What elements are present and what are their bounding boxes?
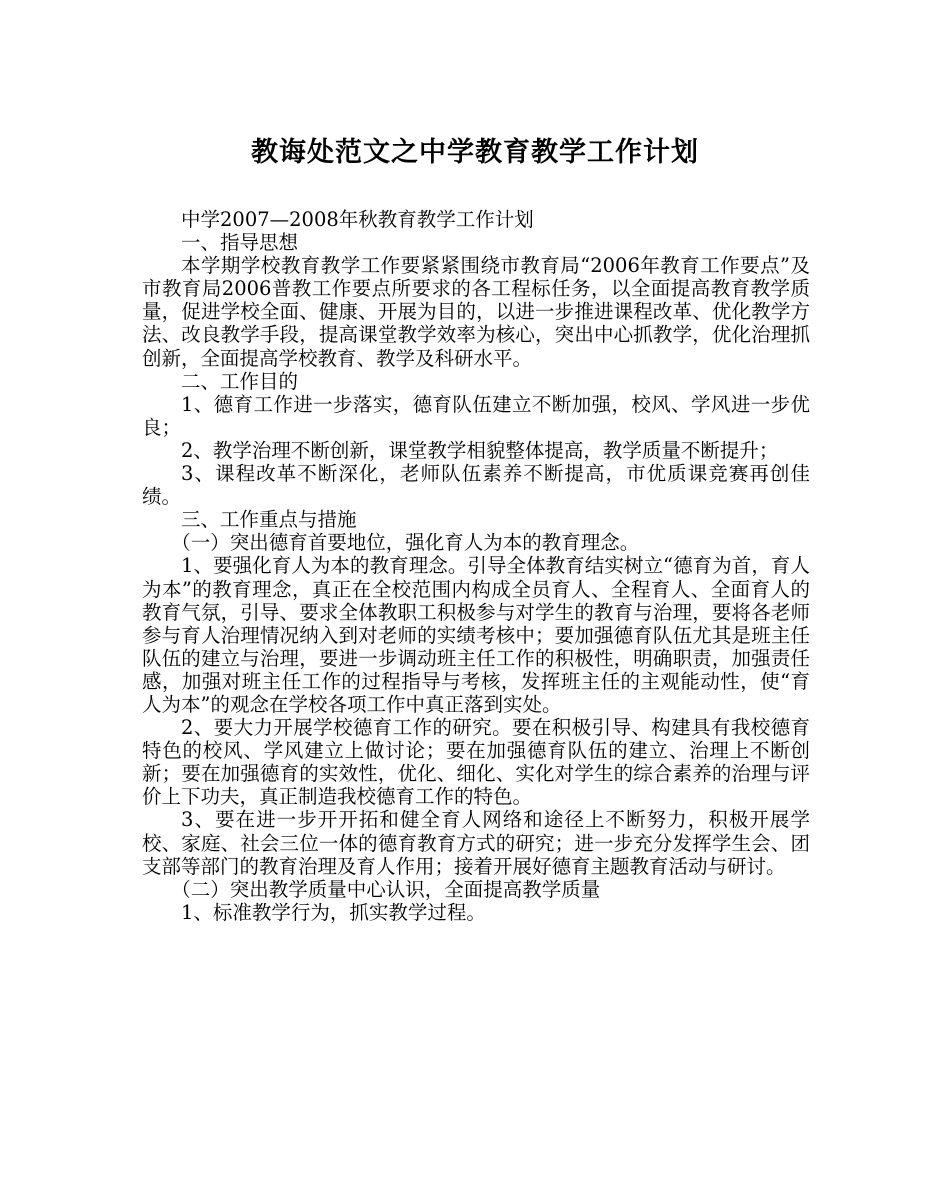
- list-item: 1、要强化育人为本的教育理念。引导全体教育结实树立“德育为首，育人为本”的教育理念，真正在全校范围内构成全员育人、全程育人、全面育人的教育气氛，引导、要求全体教职工积极参与对学生的教育与治理，要将各老师参与育人治理情况纳入到对老师的实绩考核中；要加强德育队伍尤其是班主任队伍的建立与治理，要进一步调动班主任工作的积极性，明确职责，加强责任感，加强对班主任工作的过程指导与考核，发挥班主任的主观能动性，使“育人为本”的观念在学校各项工作中真正落到实处。: [142, 554, 810, 716]
- document-subtitle: 中学2007—2008年秋教育教学工作计划: [181, 208, 534, 231]
- paragraph: 本学期学校教育教学工作要紧紧围绕市教育局“2006年教育工作要点”及市教育局2006普教工作要点所要求的各工程标任务，以全面提高教育教学质量，促进学校全面、健康、开展为目的，以进一步推进课程改革、优化教学方法、改良教学手段，提高课堂教学效率为核心，突出中心抓教学，优化治理抓创新，全面提高学校教育、教学及科研水平。: [142, 254, 810, 370]
- subsection-heading: （一）突出德育首要地位，强化育人为本的教育理念。: [171, 531, 640, 555]
- section-heading: 二、工作目的: [181, 369, 299, 393]
- list-item: 1、标准教学行为，抓实教学过程。: [181, 900, 486, 924]
- document-title: 教诲处范文之中学教育教学工作计划: [251, 137, 699, 168]
- list-item: 3、要在进一步开开拓和健全育人网络和途径上不断努力，积极开展学校、家庭、社会三位一体的德育教育方式的研究；进一步充分发挥学生会、团支部等部门的教育治理及育人作用；接着开展好德育主题教育活动与研讨。: [142, 808, 810, 878]
- list-item: 2、要大力开展学校德育工作的研究。要在积极引导、构建具有我校德育特色的校风、学风建立上做讨论；要在加强德育队伍的建立、治理上不断创新；要在加强德育的实效性，优化、细化、实化对学生的综合素养的治理与评价上下功夫，真正制造我校德育工作的特色。: [142, 716, 810, 809]
- section-heading: 一、指导思想: [181, 231, 299, 255]
- subsection-heading: （二）突出教学质量中心认识，全面提高教学质量: [171, 877, 601, 901]
- list-item: 3、课程改革不断深化，老师队伍素养不断提高，市优质课竞赛再创佳绩。: [142, 462, 810, 509]
- section-heading: 三、工作重点与措施: [181, 508, 357, 532]
- document-body: [142, 208, 810, 924]
- list-item: 1、德育工作进一步落实，德育队伍建立不断加强，校风、学风进一步优良；: [142, 392, 810, 439]
- list-item: 2、教学治理不断创新，课堂教学相貌整体提高，教学质量不断提升；: [181, 438, 779, 462]
